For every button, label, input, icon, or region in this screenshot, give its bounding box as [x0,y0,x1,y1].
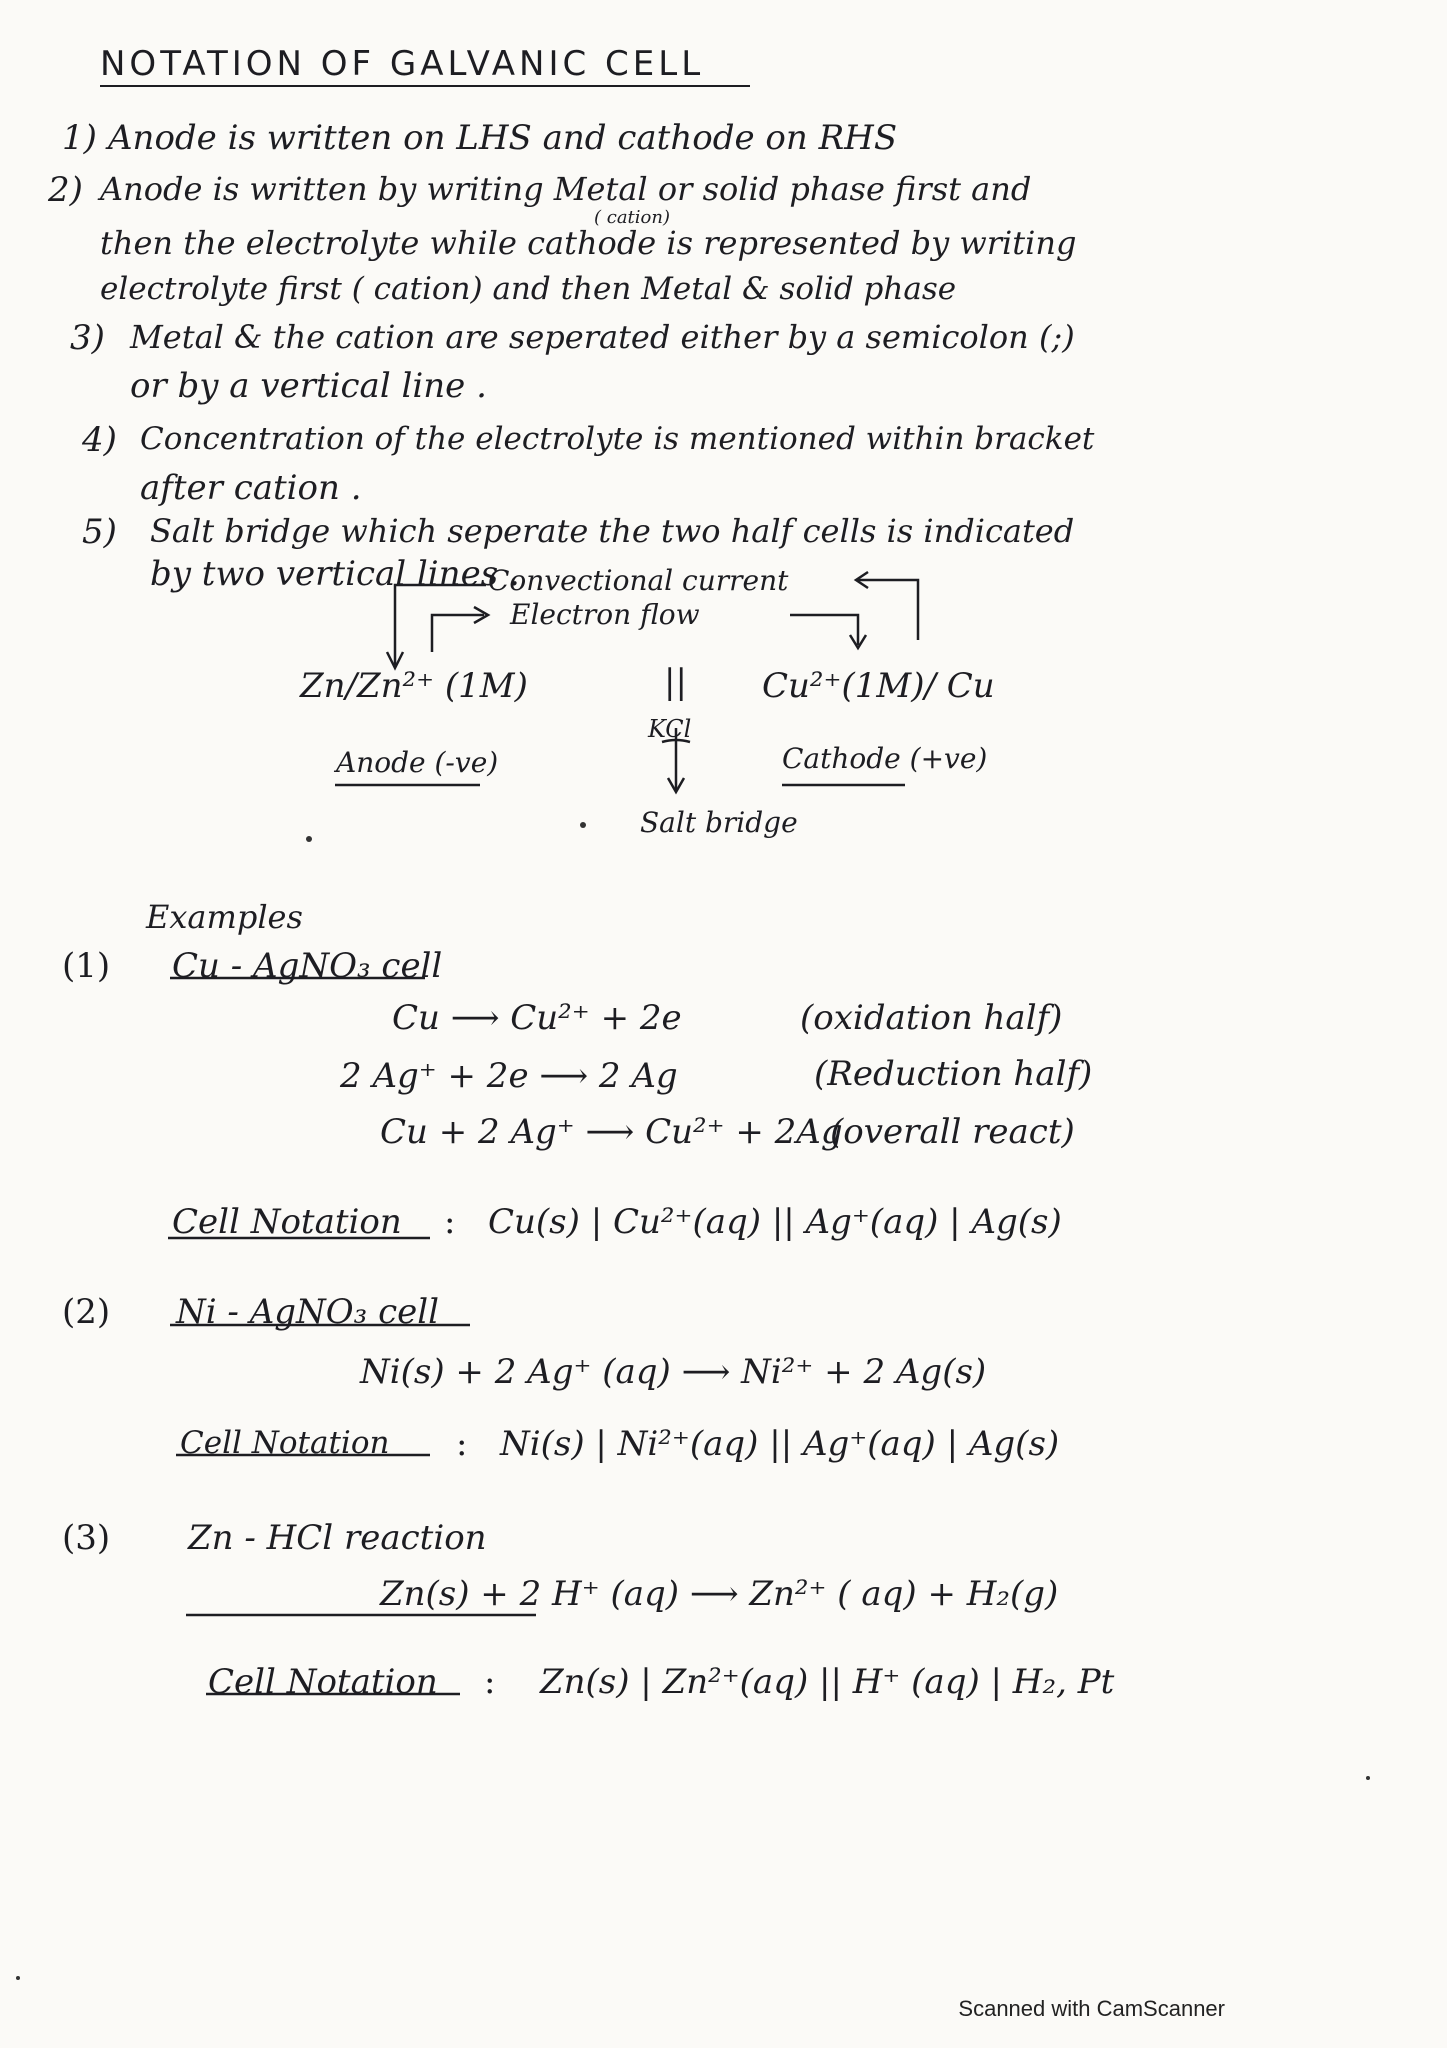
example-3-number: (3) [62,1518,111,1558]
anode-label: Anode (-ve) [336,746,499,779]
rule-5-line-1: Salt bridge which seperate the two half cells is indicated [150,512,1075,550]
rule-4-line-1: Concentration of the electrolyte is mentioned within bracket [140,421,1095,457]
example-1-equation-3: Cu + 2 Ag⁺ ⟶ Cu²⁺ + 2Ag [380,1112,843,1152]
example-1-notation-colon: : [444,1202,456,1242]
rule-2-line-1: Anode is written by writing Metal or solid phase first and [100,170,1032,208]
rule-2-line-3: electrolyte first ( cation) and then Metal & solid phase [100,271,957,307]
ink-dot [306,836,312,842]
example-3-title: Zn - HCl reaction [188,1518,487,1558]
rule-3-number: 3) [70,318,105,358]
rule-5-number: 5) [82,512,117,552]
scanner-watermark: Scanned with CamScanner [958,1996,1225,2021]
example-2-title: Ni - AgNO₃ cell [176,1292,440,1332]
rule-4-number: 4) [82,420,117,460]
example-2-notation-colon: : [456,1424,468,1464]
ink-dot [16,1976,20,1980]
example-1-equation-1: Cu ⟶ Cu²⁺ + 2e [392,998,682,1038]
rule-1-number: 1) [62,118,97,158]
example-1-number: (1) [62,946,111,986]
example-1-equation-2-note: (Reduction half) [814,1054,1093,1094]
example-2-equation-1: Ni(s) + 2 Ag⁺ (aq) ⟶ Ni²⁺ + 2 Ag(s) [360,1352,987,1392]
example-3-cell-notation: Zn(s) | Zn²⁺(aq) || H⁺ (aq) | H₂, Pt [540,1662,1115,1702]
example-1-notation-label: Cell Notation [172,1202,402,1242]
page-title: NOTATION OF GALVANIC CELL [100,46,750,87]
example-2-number: (2) [62,1292,111,1332]
rule-4-line-2: after cation . [140,468,362,508]
rule-2-line-2: then the electrolyte while cathode is represented by writing [100,224,1077,262]
conventional-current-label: Convectional current [488,564,789,597]
example-2-cell-notation: Ni(s) | Ni²⁺(aq) || Ag⁺(aq) | Ag(s) [500,1424,1060,1464]
salt-bridge-symbol: || [664,662,687,702]
rule-3-line-2: or by a vertical line . [130,366,487,406]
cathode-half-cell: Cu²⁺(1M)/ Cu [762,666,995,706]
example-2-notation-label: Cell Notation [180,1425,390,1461]
example-1-title: Cu - AgNO₃ cell [172,946,443,986]
kcl-label: KCl [648,715,692,743]
example-1-equation-1-note: (oxidation half) [800,998,1063,1038]
rule-5-line-2: by two vertical lines . [150,554,520,594]
salt-bridge-label: Salt bridge [640,806,798,839]
example-1-equation-3-note: (overall react) [830,1112,1075,1152]
rule-2-number: 2) [48,170,83,210]
anode-half-cell: Zn/Zn²⁺ (1M) [300,666,528,706]
cathode-label: Cathode (+ve) [782,742,988,775]
examples-heading: Examples [146,898,303,936]
example-3-equation-1: Zn(s) + 2 H⁺ (aq) ⟶ Zn²⁺ ( aq) + H₂(g) [380,1574,1059,1614]
electron-flow-label: Electron flow [510,598,700,631]
example-3-notation-label: Cell Notation [208,1662,438,1702]
rule-3-line-1: Metal & the cation are seperated either by a semicolon (;) [130,318,1075,356]
example-1-equation-2: 2 Ag⁺ + 2e ⟶ 2 Ag [340,1056,678,1096]
example-1-cell-notation: Cu(s) | Cu²⁺(aq) || Ag⁺(aq) | Ag(s) [488,1202,1062,1242]
example-3-notation-colon: : [484,1662,496,1702]
rule-2-note: ( cation) [594,207,670,228]
rule-1-line-1: Anode is written on LHS and cathode on RHS [108,118,898,158]
ink-dot [580,822,586,828]
ink-dot [1366,1776,1370,1780]
